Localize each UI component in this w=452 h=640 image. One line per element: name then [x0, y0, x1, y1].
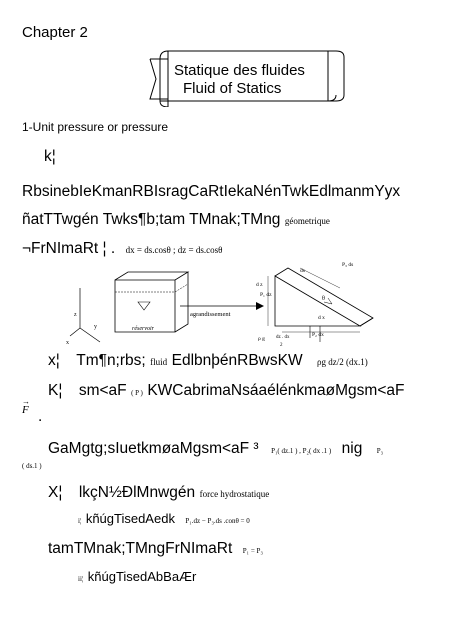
body-line-b — [22, 211, 330, 229]
bullet-X-mark: X¦ — [48, 484, 63, 501]
body-line-c — [22, 240, 222, 258]
line-ds: ( ds.1 ) — [22, 462, 42, 470]
sub-ii-mark: ii¦ — [78, 575, 84, 583]
bullet-K-text: sm<aF — [78, 382, 127, 399]
figure-diagram — [60, 258, 380, 350]
vector-F — [22, 397, 30, 416]
line-tam-formula: P₁ = P₃ — [242, 547, 263, 555]
label-p3: P₃ ds — [342, 262, 354, 268]
bullet-X-small: force hydrostatique — [199, 489, 270, 499]
label-p2: P₂ dx — [312, 332, 324, 338]
banner-line-2: Fluid of Statics — [183, 80, 282, 97]
reservoir-label: réservoir — [132, 326, 154, 332]
axis-y-label: y — [94, 324, 97, 330]
sub-i-formula: P₁.dz − P₃.ds .conθ = 0 — [185, 517, 250, 525]
line-G-p3: P₃ — [376, 447, 384, 455]
bullet-x-formula: ρg dz/2 (dx.1) — [317, 357, 368, 367]
body-line-a: RbsinebIeKmanRBIsragCaRtIekaNénTwkEdlmanmYyx — [22, 183, 401, 200]
line-G-formula: P₁( dz.1 ) , P₂( dx .1 ) — [271, 447, 332, 455]
line-G-nig: nig — [341, 440, 363, 457]
vector-arrow: → — [22, 397, 30, 406]
sub-i-mark: i¦ — [78, 517, 82, 525]
sub-ii — [78, 568, 196, 586]
banner-line-1: Statique des fluides — [174, 62, 305, 79]
bullet-K-text2: KWCabrimaNsáaélénkmaøMgsm<aF — [147, 382, 405, 399]
line-tam — [48, 540, 263, 558]
label-two: 2 — [280, 343, 283, 348]
sub-i — [78, 510, 250, 528]
label-pg: ρ g — [258, 336, 265, 342]
axis-x-label: x — [66, 340, 69, 346]
bullet-K-small: ( P ) — [131, 389, 143, 397]
label-ds: ds — [300, 268, 305, 274]
bullet-X-text: lkçN½ÐlMnwgén — [78, 484, 196, 501]
vector-dot: . — [38, 408, 43, 425]
body-line-b-text: ñatTTwgén Twks¶b;tam TMnak;TMng — [22, 211, 281, 228]
label-dz: d z — [256, 282, 263, 288]
section-heading: 1-Unit pressure or pressure — [22, 120, 169, 134]
bullet-x — [48, 352, 368, 370]
line-tam-text: tamTMnak;TMngFrNImaRt — [48, 540, 233, 557]
bullet-K — [48, 382, 404, 400]
body-line-c-text: ¬FrNImaRt ¦ . — [22, 240, 116, 257]
vector-F-letter: F — [22, 404, 29, 416]
sub-ii-text: kñúgTisedAbBaÆr — [87, 569, 197, 584]
body-line-b-small: géometrique — [284, 216, 330, 226]
line-G-text: GaMgtg;sIuetkmøaMgsm<aF ³ — [48, 440, 259, 457]
bullet-x-mark: x¦ — [48, 352, 60, 369]
sub-i-text: kñúgTisedAedk — [85, 511, 175, 526]
bullet-X — [48, 484, 269, 502]
label-dx: d x — [318, 315, 325, 321]
bullet-K-mark: K¦ — [48, 382, 63, 399]
axis-z-label: z — [74, 312, 77, 318]
label-frac: dz . dx — [276, 335, 290, 340]
bullet-x-text: Tm¶n;rbs; — [76, 352, 146, 369]
body-line-c-formula: dx = ds.cosθ ; dz = ds.cosθ — [125, 245, 223, 255]
label-p1: P₁ dz — [260, 292, 272, 298]
agrandissement-label: agrandissement — [190, 311, 231, 318]
label-theta: θ — [322, 296, 325, 302]
line-G — [48, 440, 383, 458]
chapter-title: Chapter 2 — [22, 24, 88, 41]
bullet-x-text2: EdlbnþénRBwsKW — [171, 352, 303, 369]
line-k: k¦ — [44, 148, 56, 165]
bullet-x-small: fluid — [150, 357, 168, 367]
